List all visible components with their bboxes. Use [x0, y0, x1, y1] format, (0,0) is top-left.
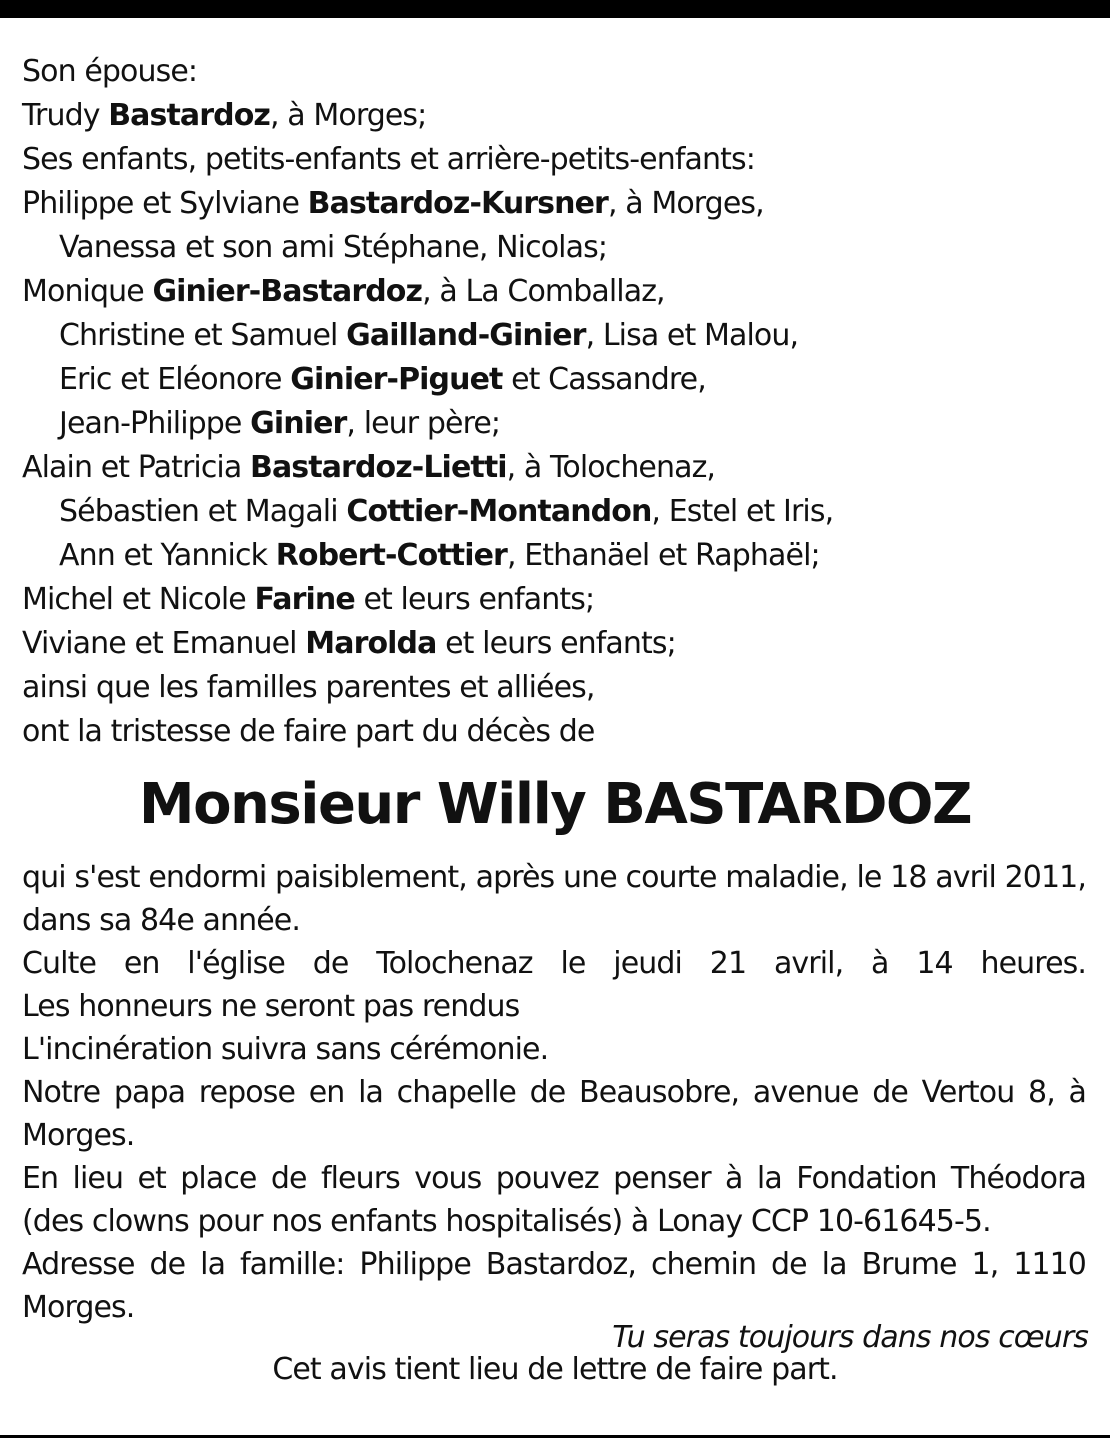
family-line — [22, 446, 1092, 490]
family-surname: Bastardoz-Kursner — [307, 186, 608, 221]
family-text: , Ethanäel et Raphaël; — [506, 538, 820, 573]
family-text: ainsi que les familles parentes et alliées, — [22, 670, 595, 705]
family-text: Alain et Patricia — [22, 450, 250, 485]
family-text: , à Tolochenaz, — [506, 450, 716, 485]
family-text: Ses enfants, petits-enfants et arrière-petits-enfants: — [22, 142, 755, 177]
donation-info: En lieu et place de fleurs vous pouvez penser à la Fondation Théodora (des clowns pour nos enfants hospitalisés) à Lonay CCP 10-61645-5. — [22, 1161, 1086, 1239]
rest-info: Notre papa repose en la chapelle de Beausobre, avenue de Vertou 8, à Morges. — [22, 1075, 1086, 1153]
family-line — [22, 270, 1092, 314]
family-line — [22, 50, 1092, 94]
family-text: , leur père; — [346, 406, 501, 441]
family-line — [22, 402, 1092, 446]
family-line — [22, 138, 1092, 182]
family-text: Vanessa et son ami Stéphane, Nicolas; — [59, 230, 608, 265]
family-surname: Gailland-Ginier — [346, 318, 586, 353]
family-text: Christine et Samuel — [59, 318, 347, 353]
family-surname: Farine — [254, 582, 355, 617]
family-text: Monique — [22, 274, 153, 309]
death-info: qui s'est endormi paisiblement, après une courte maladie, le 18 avril 2011, dans sa 84e année. — [22, 860, 1086, 938]
family-text: Philippe et Sylviane — [22, 186, 308, 221]
family-text: Jean-Philippe — [59, 406, 251, 441]
family-line — [22, 666, 1092, 710]
cremation-info: L'incinération suivra sans cérémonie. — [22, 1032, 549, 1067]
family-surname: Ginier-Bastardoz — [152, 274, 423, 309]
family-line — [22, 314, 1092, 358]
family-line — [22, 578, 1092, 622]
family-text: Sébastien et Magali — [59, 494, 347, 529]
family-text: Eric et Eléonore — [59, 362, 291, 397]
family-text: Ann et Yannick — [59, 538, 276, 573]
notice-body — [22, 856, 1086, 1329]
family-line — [22, 182, 1092, 226]
family-surname: Ginier — [250, 406, 347, 441]
family-line — [22, 710, 1092, 754]
family-text: , à La Comballaz, — [422, 274, 665, 309]
honours-info: Les honneurs ne seront pas rendus — [22, 989, 520, 1024]
family-text: et leurs enfants; — [354, 582, 595, 617]
family-line — [22, 226, 1092, 270]
family-surname: Bastardoz — [108, 98, 270, 133]
address-info: Adresse de la famille: Philippe Bastardoz, chemin de la Brume 1, 1110 Morges. — [22, 1247, 1086, 1325]
family-line — [22, 622, 1092, 666]
family-line — [22, 534, 1092, 578]
family-text: et Cassandre, — [502, 362, 706, 397]
deceased-name: Monsieur Willy BASTARDOZ — [138, 772, 972, 837]
family-text: Son épouse: — [22, 54, 198, 89]
family-list — [22, 50, 1092, 754]
family-text: , à Morges; — [270, 98, 427, 133]
family-text: Trudy — [22, 98, 109, 133]
closing-note: Cet avis tient lieu de lettre de faire part. — [272, 1352, 838, 1387]
family-line — [22, 358, 1092, 402]
family-line — [22, 490, 1092, 534]
family-text: , à Morges, — [607, 186, 764, 221]
family-text: Viviane et Emanuel — [22, 626, 306, 661]
family-text: ont la tristesse de faire part du décès de — [22, 714, 595, 749]
family-surname: Robert-Cottier — [275, 538, 507, 573]
motto: Tu seras toujours dans nos cœurs — [612, 1320, 1088, 1355]
family-surname: Cottier-Montandon — [346, 494, 652, 529]
family-line — [22, 94, 1092, 138]
family-text: , Lisa et Malou, — [585, 318, 799, 353]
family-surname: Bastardoz-Lietti — [250, 450, 507, 485]
service-info: Culte en l'église de Tolochenaz le jeudi 21 avril, à 14 heures. — [22, 946, 1086, 981]
family-surname: Marolda — [305, 626, 437, 661]
family-text: Michel et Nicole — [22, 582, 255, 617]
family-text: et leurs enfants; — [436, 626, 676, 661]
family-surname: Ginier-Piguet — [290, 362, 503, 397]
family-text: , Estel et Iris, — [651, 494, 834, 529]
